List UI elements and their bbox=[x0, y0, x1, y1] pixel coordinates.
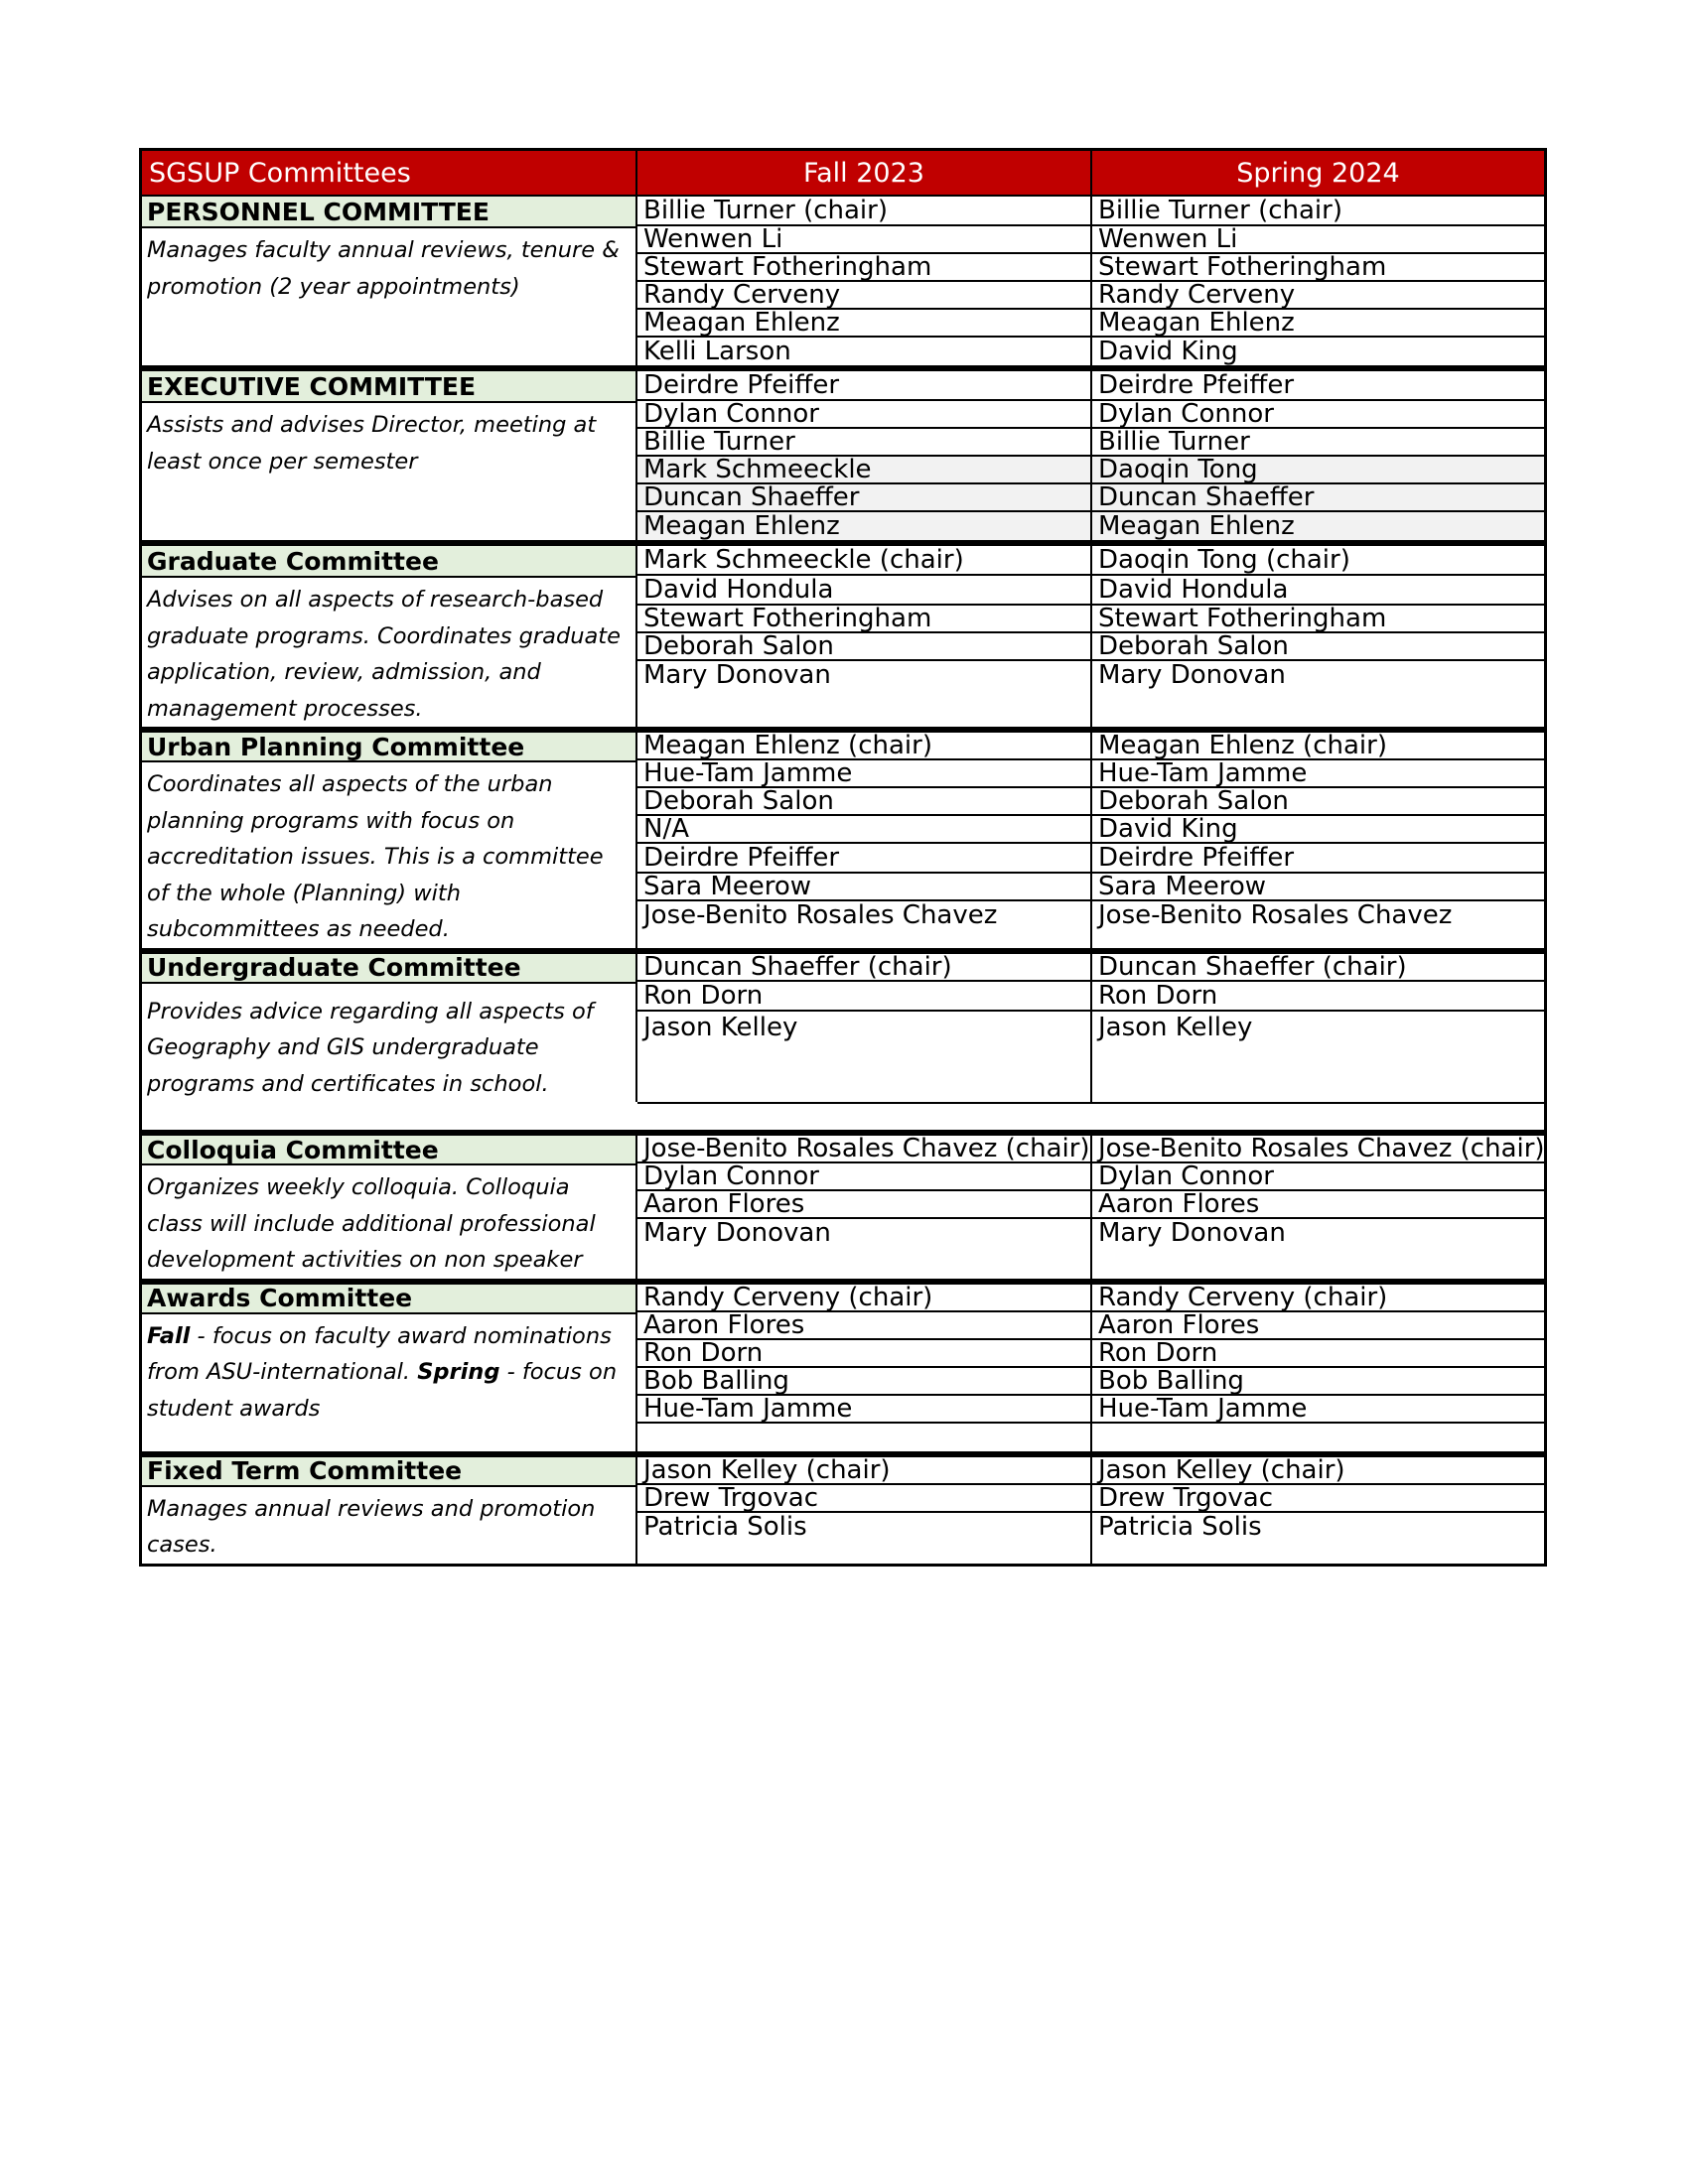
spring-member-cell: David King bbox=[1092, 816, 1544, 844]
fall-member-cell: Hue-Tam Jamme bbox=[637, 760, 1090, 788]
fall-member-cell: Randy Cerveny (chair) bbox=[637, 1285, 1090, 1312]
spring-member-cell: Jose-Benito Rosales Chavez (chair) bbox=[1092, 1136, 1545, 1163]
fall-member-cell: Aaron Flores bbox=[637, 1191, 1090, 1219]
fall-member-cell: Mark Schmeeckle (chair) bbox=[637, 546, 1090, 576]
committee-description: Coordinates all aspects of the urban planning programs with focus on accreditation issues. This is a committee of the whole (Planning) with subcommittees as needed. bbox=[147, 771, 604, 942]
fall-member-cell: Hue-Tam Jamme bbox=[637, 1396, 1090, 1424]
spring-member-cell: Jason Kelley bbox=[1098, 1012, 1253, 1042]
fall-member-cell: Drew Trgovac bbox=[637, 1485, 1090, 1513]
spring-member-cell: Mary Donovan bbox=[1098, 1219, 1286, 1247]
fall-term-label: Fall bbox=[147, 1322, 191, 1349]
fall-member-cell: Meagan Ehlenz bbox=[637, 310, 1090, 338]
committee-colloquia bbox=[142, 1136, 1544, 1285]
spring-member-cell: Daoqin Tong bbox=[1092, 457, 1544, 484]
spring-member-cell: Billie Turner (chair) bbox=[1092, 197, 1544, 226]
fall-member-cell: Stewart Fotheringham bbox=[637, 254, 1090, 282]
spring-member-cell: Billie Turner bbox=[1092, 429, 1544, 457]
fall-member-cell: Ron Dorn bbox=[637, 1340, 1090, 1368]
fall-member-cell: Mary Donovan bbox=[643, 1219, 831, 1247]
committee-name: Awards Committee bbox=[142, 1285, 635, 1314]
committee-name: EXECUTIVE COMMITTEE bbox=[142, 371, 635, 403]
spring-member-cell: Hue-Tam Jamme bbox=[1092, 1396, 1544, 1424]
spring-member-cell: Deirdre Pfeiffer bbox=[1092, 371, 1544, 401]
spring-member-cell: Aaron Flores bbox=[1092, 1312, 1544, 1340]
fall-member-cell: Deborah Salon bbox=[637, 633, 1090, 661]
spring-member-cell: Randy Cerveny bbox=[1092, 282, 1544, 310]
committee-description: Provides advice regarding all aspects of Geography and GIS undergraduate programs and certificates in school. bbox=[147, 998, 594, 1097]
spring-member-cell: Duncan Shaeffer bbox=[1092, 484, 1544, 512]
spring-member-cell: David King bbox=[1098, 338, 1238, 365]
committee-name: Graduate Committee bbox=[142, 546, 635, 578]
fall-member-cell: Deirdre Pfeiffer bbox=[637, 844, 1090, 874]
spring-member-cell: Ron Dorn bbox=[1092, 982, 1544, 1012]
fall-member-cell: Wenwen Li bbox=[637, 226, 1090, 254]
fall-member-cell: Duncan Shaeffer (chair) bbox=[637, 954, 1090, 982]
committee-undergraduate bbox=[142, 954, 1544, 1137]
fall-member-cell: Deborah Salon bbox=[637, 788, 1090, 816]
fall-member-cell: Deirdre Pfeiffer bbox=[637, 371, 1090, 401]
spring-member-cell: Meagan Ehlenz bbox=[1092, 512, 1544, 540]
fall-member-cell: Billie Turner bbox=[637, 429, 1090, 457]
fall-member-cell: Jason Kelley bbox=[643, 1012, 798, 1042]
fall-member-cell: Randy Cerveny bbox=[637, 282, 1090, 310]
spring-member-cell: Meagan Ehlenz (chair) bbox=[1092, 733, 1544, 760]
spring-member-cell: Ron Dorn bbox=[1092, 1340, 1544, 1368]
spring-member-cell: Sara Meerow bbox=[1092, 874, 1544, 901]
committee-description: Assists and advises Director, meeting at least once per semester bbox=[147, 412, 597, 475]
header-fall: Fall 2023 bbox=[637, 151, 1092, 195]
fall-member-cell: Jose-Benito Rosales Chavez bbox=[643, 901, 998, 929]
committee-name: PERSONNEL COMMITTEE bbox=[142, 197, 635, 228]
fall-member-cell: Sara Meerow bbox=[637, 874, 1090, 901]
fall-member-cell: Mark Schmeeckle bbox=[637, 457, 1090, 484]
spring-member-cell: Aaron Flores bbox=[1092, 1191, 1545, 1219]
fall-member-cell: Meagan Ehlenz bbox=[637, 512, 1090, 540]
spring-member-cell: Dylan Connor bbox=[1092, 401, 1544, 429]
fall-member-cell: N/A bbox=[637, 816, 1090, 844]
fall-member-cell: Ron Dorn bbox=[637, 982, 1090, 1012]
spring-member-cell: Deborah Salon bbox=[1092, 633, 1544, 661]
fall-member-cell: Aaron Flores bbox=[637, 1312, 1090, 1340]
fall-member-cell: Kelli Larson bbox=[643, 338, 791, 365]
spring-member-cell: Wenwen Li bbox=[1092, 226, 1544, 254]
spring-member-cell bbox=[1092, 1424, 1544, 1451]
committee-name: Fixed Term Committee bbox=[142, 1457, 635, 1487]
spring-member-cell: Daoqin Tong (chair) bbox=[1092, 546, 1544, 576]
spring-member-cell: Deirdre Pfeiffer bbox=[1092, 844, 1544, 874]
spring-member-cell: Meagan Ehlenz bbox=[1092, 310, 1544, 338]
committee-executive bbox=[142, 371, 1544, 546]
fall-focus-text: - focus on faculty award nominations from ASU-international. bbox=[147, 1322, 612, 1385]
table-header-row bbox=[142, 151, 1544, 197]
spring-member-cell: Patricia Solis bbox=[1098, 1512, 1262, 1541]
spring-term-label: Spring bbox=[417, 1359, 500, 1385]
spring-member-cell: Mary Donovan bbox=[1098, 661, 1286, 689]
committee-description: Advises on all aspects of research-based graduate programs. Coordinates graduate application, review, admission, and management processes. bbox=[147, 587, 621, 722]
fall-member-cell: Bob Balling bbox=[637, 1368, 1090, 1396]
spring-member-cell: Stewart Fotheringham bbox=[1092, 606, 1544, 633]
fall-member-cell: Duncan Shaeffer bbox=[637, 484, 1090, 512]
committee-urban-planning bbox=[142, 733, 1544, 954]
committee-name: Urban Planning Committee bbox=[142, 733, 635, 762]
spring-member-cell: Deborah Salon bbox=[1092, 788, 1544, 816]
committee-description: Organizes weekly colloquia. Colloquia class will include additional professional development activities on non speaker bbox=[147, 1174, 596, 1273]
fall-member-cell: Billie Turner (chair) bbox=[637, 197, 1090, 226]
header-spring: Spring 2024 bbox=[1236, 157, 1400, 189]
committee-description: Manages faculty annual reviews, tenure & promotion (2 year appointments) bbox=[147, 237, 620, 300]
spring-member-cell: Jason Kelley (chair) bbox=[1092, 1457, 1544, 1485]
fall-member-cell: Meagan Ehlenz (chair) bbox=[637, 733, 1090, 760]
committee-awards bbox=[142, 1285, 1544, 1457]
committee-personnel bbox=[142, 197, 1544, 371]
fall-member-cell: Stewart Fotheringham bbox=[637, 606, 1090, 633]
fall-member-cell: David Hondula bbox=[637, 576, 1090, 606]
committee-graduate bbox=[142, 546, 1544, 733]
spring-member-cell: Bob Balling bbox=[1092, 1368, 1544, 1396]
fall-member-cell: Patricia Solis bbox=[643, 1512, 807, 1541]
committee-name: Undergraduate Committee bbox=[142, 954, 635, 984]
spring-focus-text: - focus on student awards bbox=[147, 1359, 618, 1422]
spring-member-cell: Dylan Connor bbox=[1092, 1163, 1545, 1191]
fall-member-cell: Dylan Connor bbox=[637, 1163, 1090, 1191]
committee-description: Manages annual reviews and promotion cases. bbox=[147, 1495, 596, 1558]
spring-member-cell: Jose-Benito Rosales Chavez bbox=[1098, 901, 1453, 929]
committees-table bbox=[139, 148, 1547, 1567]
blank-row bbox=[637, 1102, 1544, 1130]
committee-name: Colloquia Committee bbox=[142, 1136, 635, 1165]
fall-member-cell: Dylan Connor bbox=[637, 401, 1090, 429]
committee-fixed-term bbox=[142, 1457, 1544, 1564]
fall-member-cell: Jason Kelley (chair) bbox=[637, 1457, 1090, 1485]
fall-member-cell bbox=[637, 1424, 1090, 1451]
spring-member-cell: David Hondula bbox=[1092, 576, 1544, 606]
spring-member-cell: Hue-Tam Jamme bbox=[1092, 760, 1544, 788]
spring-member-cell: Drew Trgovac bbox=[1092, 1485, 1544, 1513]
header-committees: SGSUP Committees bbox=[142, 151, 637, 195]
fall-member-cell: Mary Donovan bbox=[643, 661, 831, 689]
spring-member-cell: Stewart Fotheringham bbox=[1092, 254, 1544, 282]
spring-member-cell: Duncan Shaeffer (chair) bbox=[1092, 954, 1544, 982]
committee-description bbox=[142, 1314, 635, 1428]
spring-member-cell: Randy Cerveny (chair) bbox=[1092, 1285, 1544, 1312]
fall-member-cell: Jose-Benito Rosales Chavez (chair) bbox=[637, 1136, 1090, 1163]
